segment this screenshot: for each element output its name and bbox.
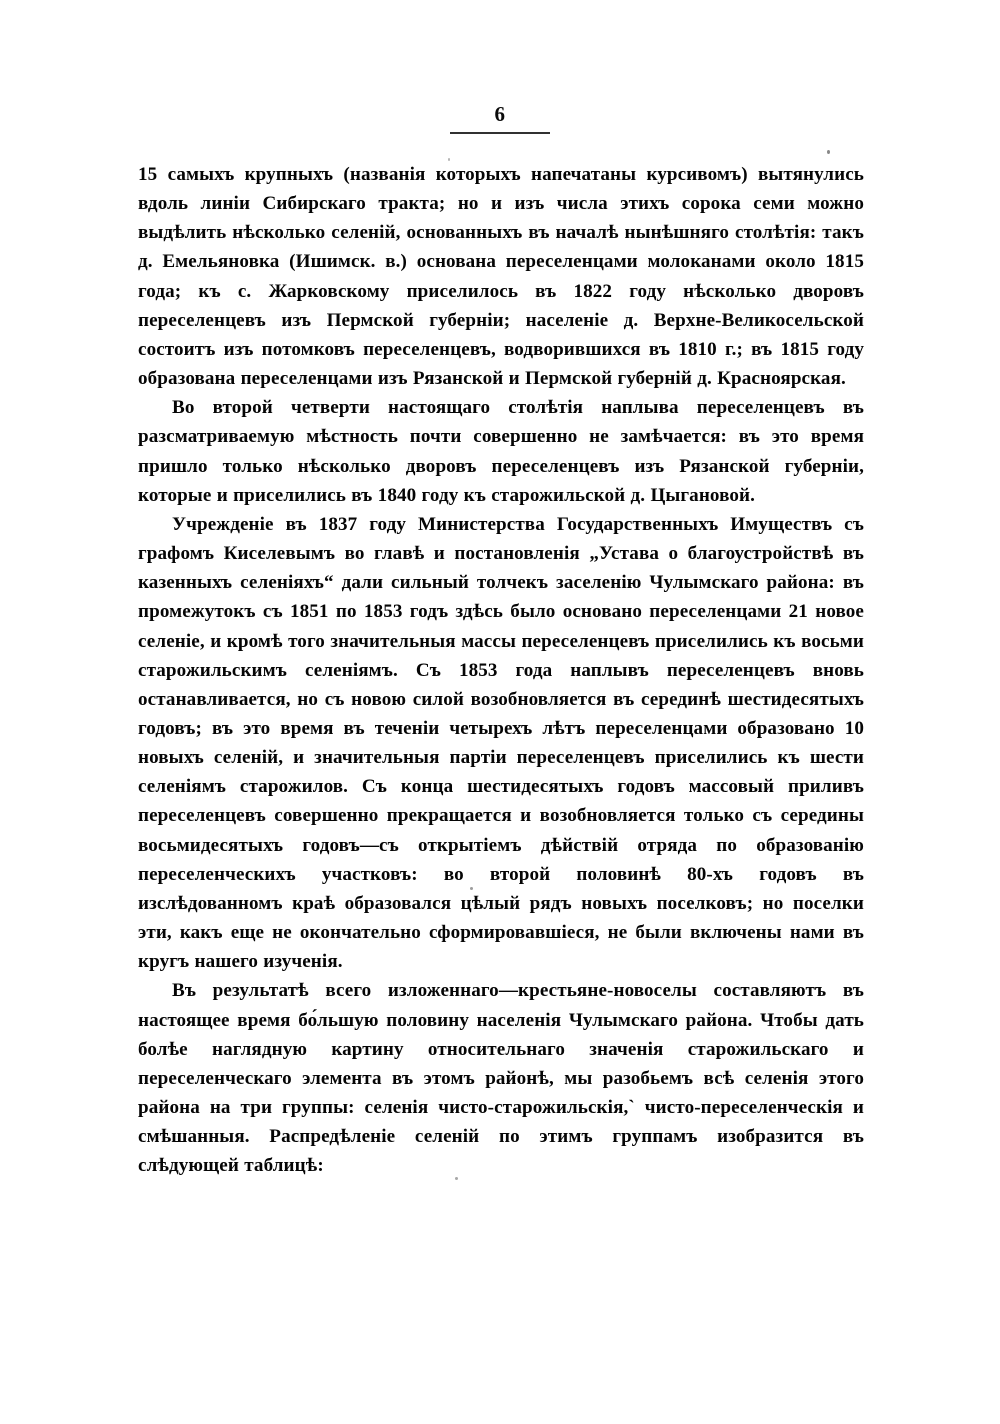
body-paragraph-2: Во второй четверти настоящаго столѣтія наплыва переселенцевъ въ разсматриваемую мѣстность почти совершенно не замѣчается: въ это время пришло только нѣсколько дворовъ переселенцевъ изъ Рязанской губерніи, которые и приселились въ 1840 году къ старожильской д. Цыгановой. bbox=[138, 397, 864, 506]
scan-speck bbox=[448, 158, 450, 161]
scan-speck bbox=[827, 150, 830, 154]
body-paragraph-3: Учрежденіе въ 1837 году Министерства Государственныхъ Имуществъ съ графомъ Киселевымъ во главѣ и постановленія „Устава о благоустройствѣ въ казенныхъ селеніяхъ“ дали сильный толчекъ заселенію Чулымскаго района: въ промежутокъ съ 1851 по 1853 годъ здѣсь было основано переселенцами 21 новое селеніе, и кромѣ того значительныя массы переселенцевъ приселились къ восьми старожильскимъ селеніямъ. Съ 1853 года наплывъ переселенцевъ вновь останавливается, но съ новою силой возобновляется въ серединѣ шестидесятыхъ годовъ; въ это время въ теченіи четырехъ лѣтъ переселенцами образовано 10 новыхъ селеній, и значительныя партіи переселенцевъ приселились къ шести селеніямъ старожилов. Съ конца шестидесятыхъ годовъ массовый приливъ переселенцевъ совершенно прекращается и возобновляется только съ середины восьмидесятыхъ годовъ—съ открытіемъ дѣйствій отряда по образованію переселенческихъ участковъ: во второй половинѣ 80-хъ годовъ въ изслѣдованномъ краѣ образовался цѣлый рядъ новыхъ поселковъ; но поселки эти, какъ еще не окончательно сформировавшіеся, не были включены нами въ кругъ нашего изученія. bbox=[138, 513, 864, 973]
body-paragraph-1: 15 самыхъ крупныхъ (названія которыхъ напечатаны курсивомъ) вытянулись вдоль линіи Сибирскаго тракта; но и изъ числа этихъ сорока семи можно выдѣлить нѣсколько селеній, основанныхъ въ началѣ нынѣшняго столѣтія: такъ д. Емельяновка (Ишимск. в.) основана переселенцами молоканами около 1815 года; къ с. Жарковскому приселилось въ 1822 году нѣсколько дворовъ переселенцевъ изъ Пермской губерніи; населеніе д. Верхне-Великосельской состоитъ изъ потомковъ переселенцевъ, водворившихся въ 1810 г.; въ 1815 году образована переселенцами изъ Рязанской и Пермской губерній д. Красноярская. bbox=[138, 164, 864, 390]
body-paragraph-4: Въ результатѣ всего изложеннаго—крестьяне-новоселы составляютъ въ настоящее время бо́льшую половину населенія Чулымскаго района. Чтобы дать болѣе наглядную картину относительнаго значенія старожильскаго и переселенческаго элемента въ этомъ районѣ, мы разобьемъ всѣ селенія этого района на три группы: селенія чисто-старожильскія,` чисто-переселенческія и смѣшанныя. Распредѣленіе селеній по этимъ группамъ изобразится въ слѣдующей таблицѣ: bbox=[138, 980, 864, 1177]
text-column bbox=[138, 160, 864, 1180]
folio-divider-rule bbox=[450, 132, 550, 134]
page-folio bbox=[0, 104, 1000, 134]
scan-speck bbox=[470, 887, 473, 890]
scan-speck bbox=[455, 1177, 458, 1180]
page-number: 6 bbox=[494, 102, 506, 126]
